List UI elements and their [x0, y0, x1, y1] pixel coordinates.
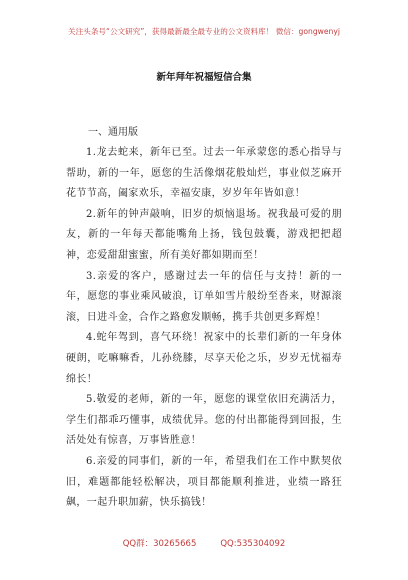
paragraph-3: 3.亲爱的客户，感谢过去一年的信任与支持！新的一年，愿您的事业乘风破浪，订单如雪片般纷至沓来，财源滚滚，日进斗金，合作之路愈发顺畅，携手共创更多辉煌！	[66, 270, 342, 323]
paragraph-1: 1.龙去蛇来，新年已至。过去一年承蒙您的悉心指导与帮助，新的一年，愿您的生活像烟花般灿烂，事业似芝麻开花节节高，阖家欢乐，幸福安康，岁岁年年皆如意！	[66, 147, 342, 200]
document-title: 新年拜年祝福短信合集	[156, 72, 252, 83]
section-heading: 一、通用版	[88, 127, 138, 138]
paragraph-5: 5.敬爱的老师，新的一年，愿您的课堂依旧充满活力，学生们都乖巧懂事，成绩优异。您的付出都能得到回报，生活处处有惊喜，万事皆胜意！	[66, 394, 342, 447]
header-banner: 关注头条号“公文研究”，获得最新最全最专业的公文资料库！ 微信：gongwenyj	[68, 27, 340, 36]
paragraph-4: 4.蛇年驾到，喜气环绕！祝家中的长辈们新的一年身体硬朗，吃嘛嘛香，儿孙绕膝，尽享天伦之乐，岁岁无忧福寿绵长！	[66, 332, 342, 385]
document-body	[66, 143, 342, 514]
footer-contact	[0, 537, 408, 549]
footer-qq-group: QQ群：30265665	[122, 539, 197, 549]
paragraph-6: 6.亲爱的同事们，新的一年，希望我们在工作中默契依旧，难题都能轻松解决，项目都能顺利推进，业绩一路狂飙，一起升职加薪，快乐搞钱！	[66, 455, 342, 509]
footer-qq: QQ:535304092	[220, 539, 286, 549]
paragraph-2: 2.新年的钟声敲响，旧岁的烦恼退场。祝我最可爱的朋友，新的一年每天都能嘴角上扬，钱包鼓囊，游戏把把超神，恋爱甜甜蜜蜜，所有美好都如期而至！	[66, 208, 342, 261]
